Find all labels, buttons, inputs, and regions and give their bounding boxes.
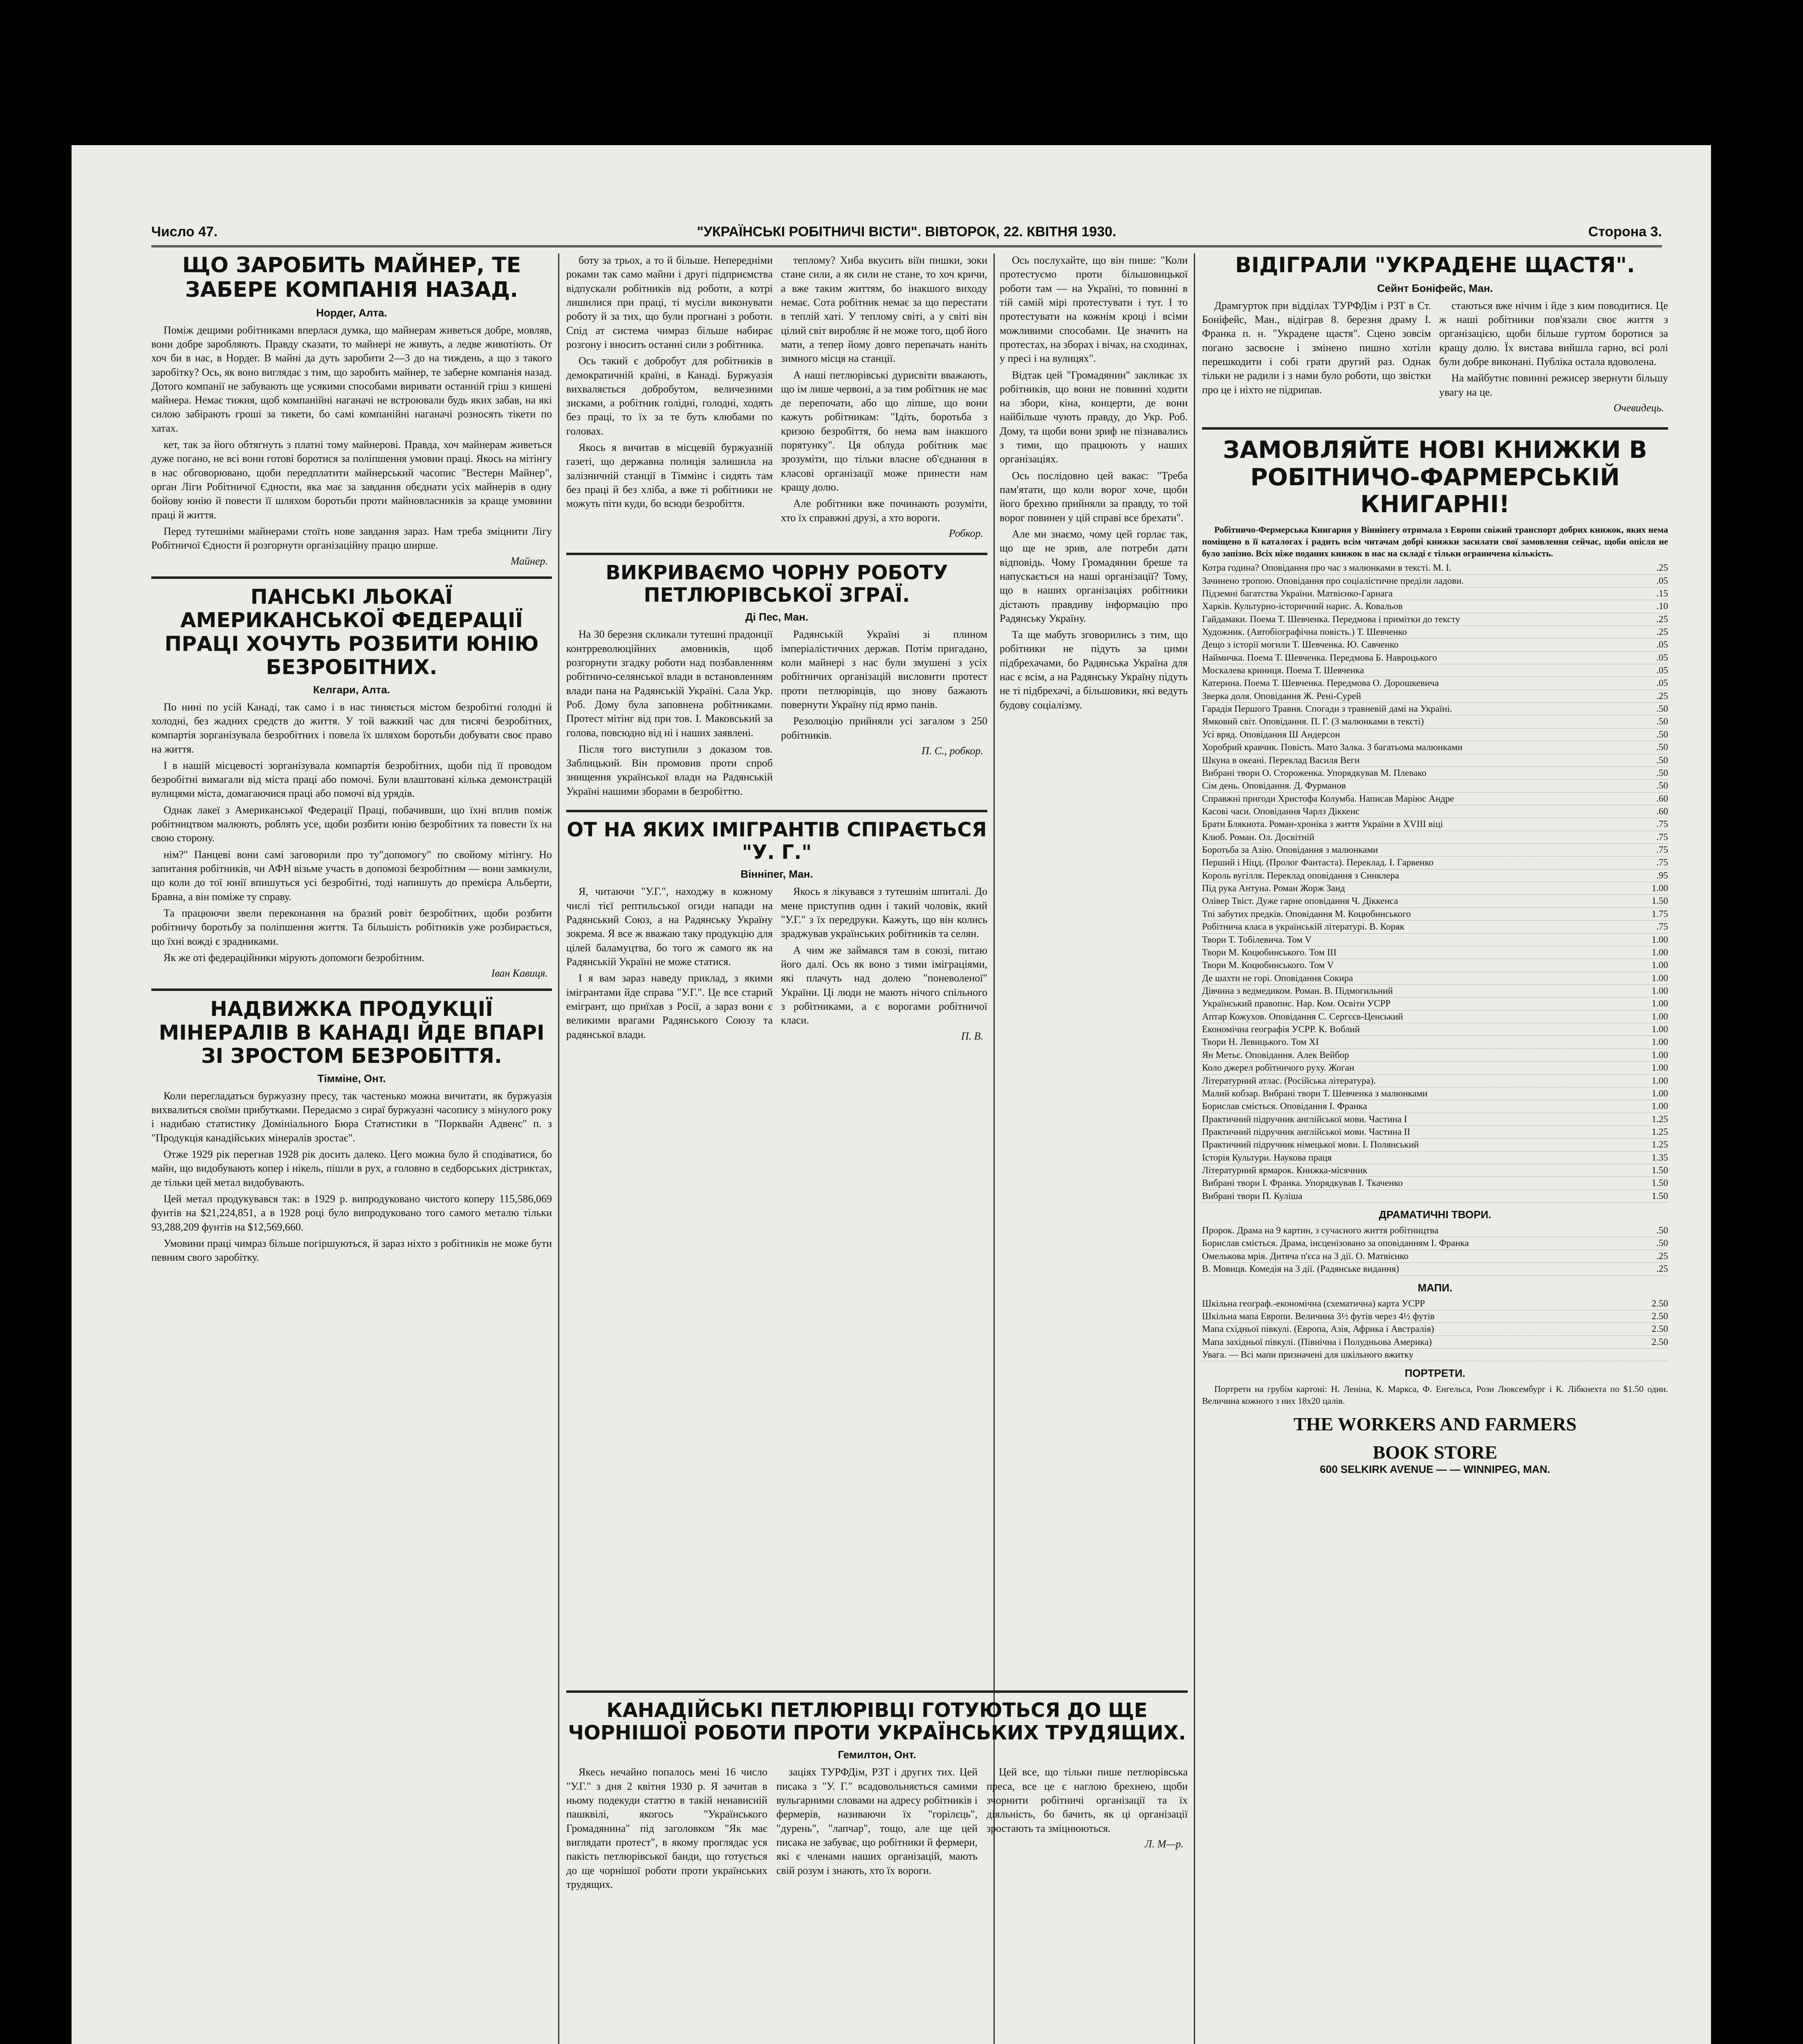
book-price: 1.00 bbox=[1651, 934, 1668, 945]
column-4 bbox=[1202, 253, 1668, 1476]
article-paragraph: Радянській Україні зі плином імперіалістичних держав. Потім пригадано, коли майнері з нас були змушені з усіх робітничих організацій висловити протест проти петлюрівців, що знову бажають повернути Україну під ярмо панів. bbox=[781, 628, 987, 710]
book-title: Твори М. Коцюбинського. Том III bbox=[1202, 947, 1337, 957]
book-price: .75 bbox=[1656, 831, 1668, 842]
divider bbox=[566, 1690, 1188, 1693]
issue-number: Число 47. bbox=[151, 224, 218, 240]
book-price: .05 bbox=[1656, 678, 1668, 688]
article-paragraph: І в нашій місцевості зорганізувала компартія безробітних, щоби під її проводом безробітні вимагали від міста праці або помочі. Були влаштовані кілька демонстрацій вулицями міста, домагаючися праці або помочі від урядів. bbox=[151, 759, 552, 800]
book-item bbox=[1202, 1100, 1668, 1113]
page-number: Сторона 3. bbox=[1588, 224, 1662, 240]
store-name-2: BOOK STORE bbox=[1372, 1442, 1498, 1463]
divider bbox=[566, 553, 987, 555]
book-price: .50 bbox=[1656, 1225, 1668, 1236]
book-item bbox=[1202, 639, 1668, 651]
article-immigrants bbox=[566, 819, 987, 1047]
book-item bbox=[1202, 626, 1668, 639]
book-item bbox=[1202, 921, 1668, 933]
book-item bbox=[1202, 934, 1668, 946]
book-item bbox=[1202, 818, 1668, 831]
book-item bbox=[1202, 997, 1668, 1010]
book-price: .60 bbox=[1656, 793, 1668, 804]
divider bbox=[151, 988, 552, 991]
book-price: 1.00 bbox=[1651, 1088, 1668, 1098]
book-title: Борислав сміється. Драма, інсценізовано за оповіданням І. Франка bbox=[1202, 1238, 1469, 1248]
book-price: .75 bbox=[1656, 819, 1668, 829]
article-byline: Вінніпег, Ман. bbox=[740, 868, 813, 881]
book-title: Дівчина з ведмедиком. Роман. В. Підмогильний bbox=[1202, 986, 1393, 996]
article-paragraph: Отже 1929 рік перегнав 1928 рік досить далеко. Цего можна було й сподіватися, бо майн, що видобувають копер і нікель, пішли в рух, а головно в седборських дістриктах, де тільки цей метал видобувають. bbox=[151, 1148, 552, 1188]
ad-intro: Робітничо-Фермерська Книгарня у Вінніпегу отримала з Европи свіжий транспорт добрих книжок, яких нема поміщено в її каталогах і радить всім читачам добрі книжки засилати свої замовлення сейчас, щоби опісля не було запізно. Всіх ніже поданих книжок в нас на складі є тільки ограничена кількість. bbox=[1202, 524, 1668, 559]
book-title: Зверка доля. Оповідання Ж. Рені-Сурей bbox=[1202, 690, 1361, 701]
article-byline: Нордег, Алта. bbox=[316, 306, 387, 319]
book-price: 1.25 bbox=[1651, 1126, 1668, 1137]
article-paragraph: Як же оті федераційники мірують допомоги безробітним. bbox=[164, 951, 425, 964]
book-item bbox=[1202, 1139, 1668, 1151]
book-item bbox=[1202, 959, 1668, 972]
book-title: Справжні пригоди Христофа Колумба. Написав Маріюс Андре bbox=[1202, 793, 1454, 804]
book-price: 1.00 bbox=[1651, 883, 1668, 894]
book-item bbox=[1202, 882, 1668, 895]
book-item bbox=[1202, 985, 1668, 997]
article-paragraph: нім?" Панцеві вони самі заговорили про ту"допомогу" по свойому мітінгу. Но запитання робітників, чи АФН візьме участь в допомозі безробітним — вони замкнули, що коли до тої юнії впишуться усі безробітні, тоді напишуть до премієра Альберти, Бравна, а він поміже ту справу. bbox=[151, 848, 552, 903]
book-item bbox=[1202, 562, 1668, 574]
ad-title: ЗАМОВЛЯЙТЕ НОВІ КНИЖКИ В РОБІТНИЧО-ФАРМЕРСЬКІЙ КНИГАРНІ! bbox=[1223, 435, 1647, 518]
book-title: Малий кобзар. Вибрані твори Т. Шевченка з малюнками bbox=[1202, 1088, 1428, 1098]
article-paragraph: кет, так за його обтягнуть з платні тому майнерові. Правда, хоч майнерам живеться дуже погано, не всі вони готові боротися за поліпшення умовин праці. Якось на мітінгу в нас обговорювано, щоби передплатити майнерський часопис "Вестерн Майнер", орган Ліги Робітничої Єдности, яка має за завдання обєднати усіх майнерів в одну бойову юнію й повести її шляхом боротьби проти майновласників за краще умовини праці й життя. bbox=[151, 439, 552, 521]
book-title: Гайдамаки. Поема Т. Шевченка. Передмова і примітки до тексту bbox=[1202, 614, 1460, 624]
book-item bbox=[1202, 600, 1668, 613]
book-item bbox=[1202, 1087, 1668, 1100]
book-price: 1.75 bbox=[1651, 908, 1668, 919]
book-title: Вибрані твори І. Франка. Упорядкував І. Ткаченко bbox=[1202, 1178, 1403, 1188]
article-paragraph: А чим же займався там в союзі, питаю його далі. Ось як воно з тими іміграціями, які плачуть над долею "поневоленої" України. Ці люди не мають нічого спільного з робітниками, а є ворогами робітничої класи. bbox=[781, 944, 987, 1026]
book-price: 1.25 bbox=[1651, 1114, 1668, 1124]
book-price: 1.00 bbox=[1651, 998, 1668, 1009]
book-price: .25 bbox=[1656, 614, 1668, 624]
book-title: Під рука Антуна. Роман Жорж Занд bbox=[1202, 883, 1345, 894]
article-byline: Сейнт Боніфейс, Ман. bbox=[1377, 282, 1493, 294]
article-signature: Робкор. bbox=[949, 527, 983, 539]
book-price: .50 bbox=[1656, 767, 1668, 778]
book-title: Дещо з історії могили Т. Шевченка. Ю. Савченко bbox=[1202, 639, 1399, 650]
book-item bbox=[1202, 1250, 1668, 1263]
book-title: Твори Н. Левицького. Том XI bbox=[1202, 1037, 1319, 1047]
article-paragraph: боту за трьох, а то й більше. Непередніми роками так само майни і другі підприємства відпускали робітників від роботи, а котрі лишилися при праці, ті мусіли виконувати роботу й за тих, що були прогнані з роботи. Спід ат система чимраз більше набирає розгону і вносить останні сили з робітника. bbox=[566, 254, 773, 350]
article-signature: П. С., робкор. bbox=[921, 744, 983, 757]
book-title: Український правопис. Нар. Ком. Освіти УСРР bbox=[1202, 998, 1391, 1009]
book-price: .05 bbox=[1656, 665, 1668, 676]
article-title: ОТ НА ЯКИХ ІМІГРАНТІВ СПІРАЄТЬСЯ "У. Г." bbox=[567, 818, 987, 864]
book-title: Ямковий світ. Оповідання. П. Г. (3 малюнками в тексті) bbox=[1202, 716, 1424, 727]
book-item bbox=[1202, 1164, 1668, 1177]
article-paragraph: По нині по усій Канаді, так само і в нас тиняється містом безробітні голодні й холодні, без жадних средств до життя. У той важкий час для тисячі безробітних, компартія зорганізувала безробітних і повела їх шляхом боротьби добувати своє право на життя. bbox=[151, 701, 552, 755]
book-price: .75 bbox=[1656, 845, 1668, 855]
book-item bbox=[1202, 1036, 1668, 1049]
article-paragraph: стаються вже нічим і йде з ким поводитися. Це ж наші робітники пов'язали своє життя з організацією, щоби більше гуртом боротися за кращу долю. Їх вистава вийшла гарно, всі ролі були добре виконані. Публіка остала вдоволена. bbox=[1439, 299, 1668, 368]
article-title: ВІДІГРАЛИ "УКРАДЕНЕ ЩАСТЯ". bbox=[1235, 253, 1635, 278]
article-hamilton bbox=[566, 1690, 1188, 1894]
book-price: .10 bbox=[1656, 601, 1668, 612]
article-miner bbox=[151, 253, 552, 567]
book-item bbox=[1202, 831, 1668, 844]
book-title: Коло джерел робітничого руху. Жоган bbox=[1202, 1062, 1354, 1073]
article-paragraph: Резолюцію прийняли усі загалом з 250 робітників. bbox=[781, 715, 987, 741]
book-item bbox=[1202, 972, 1668, 985]
book-price: 1.00 bbox=[1651, 1101, 1668, 1112]
book-price: 1.00 bbox=[1651, 986, 1668, 996]
book-item bbox=[1202, 1323, 1668, 1336]
book-item bbox=[1202, 1310, 1668, 1323]
book-price: 1.00 bbox=[1651, 1075, 1668, 1086]
book-item bbox=[1202, 664, 1668, 677]
article-signature: Очевидець. bbox=[1613, 401, 1664, 414]
book-title: Художник. (Автобіографічна повість.) Т. Шевченко bbox=[1202, 626, 1407, 637]
book-title: Тпі забутих предків. Оповідання М. Коцюбинського bbox=[1202, 908, 1411, 919]
book-title: Мапа західньої півкулі. (Північна і Полудньова Америка) bbox=[1202, 1336, 1432, 1347]
maps-list bbox=[1202, 1298, 1668, 1362]
article-signature: П. В. bbox=[961, 1030, 983, 1042]
book-title: Шкільна мапа Европи. Величина 3½ футів через 4½ футів bbox=[1202, 1311, 1435, 1321]
book-price: .25 bbox=[1656, 1264, 1668, 1274]
book-price: .15 bbox=[1656, 588, 1668, 598]
book-item bbox=[1202, 1011, 1668, 1023]
book-price: 2.50 bbox=[1651, 1311, 1668, 1321]
book-item bbox=[1202, 844, 1668, 856]
book-price: .50 bbox=[1656, 780, 1668, 791]
book-item bbox=[1202, 652, 1668, 664]
book-item bbox=[1202, 1177, 1668, 1190]
article-byline: Тімміне, Онт. bbox=[317, 1072, 386, 1085]
book-item bbox=[1202, 856, 1668, 869]
book-title: Король вугілля. Переклад оповідання з Синклера bbox=[1202, 870, 1399, 881]
book-price: .50 bbox=[1656, 729, 1668, 740]
book-title: Літературний ярмарок. Книжка-місячник bbox=[1202, 1165, 1368, 1176]
book-title: Борислав сміється. Оповідання І. Франка bbox=[1202, 1101, 1367, 1112]
book-item bbox=[1202, 908, 1668, 921]
book-item bbox=[1202, 1049, 1668, 1062]
article-byline: Келгари, Алта. bbox=[313, 683, 390, 696]
divider bbox=[1202, 427, 1668, 430]
book-title: Практичний підручник англійської мови. Частина II bbox=[1202, 1126, 1411, 1137]
book-item bbox=[1202, 1023, 1668, 1036]
book-item bbox=[1202, 1224, 1668, 1237]
book-price: 1.50 bbox=[1651, 1190, 1668, 1201]
book-title: Боротьба за Азію. Оповідання з малюнками bbox=[1202, 845, 1378, 855]
book-item bbox=[1202, 793, 1668, 805]
article-byline: Ді Пес, Ман. bbox=[745, 611, 809, 623]
book-item bbox=[1202, 1126, 1668, 1139]
book-price: .75 bbox=[1656, 857, 1668, 868]
book-price: 1.00 bbox=[1651, 973, 1668, 983]
book-title: Котра година? Оповідання про час з малюнками в тексті. М. І. bbox=[1202, 563, 1451, 573]
article-paragraph: Та ще мабуть зговорились з тим, що робітники не підуть за цими підбрехачами, бо Радянська Україна для нас є всім, а на Радянську Україну підуть не ті підбрехачі, а більшовики, які ведуть будову соціалізму. bbox=[1000, 629, 1188, 711]
article-paragraph: Коли перегладаться буржуазну пресу, так частенько можна вичитати, як буржуазія вихвалиться своїми прибутками. Передаємо з сираї буржуазні часопису з мінулого року і надибаю статистику Домініального Бюра Статистики в "Порквайн Адвенс" п. з "Продукція канадійських мінералів зростає". bbox=[151, 1089, 552, 1144]
book-title: Літературний атлас. (Російська література). bbox=[1202, 1075, 1376, 1086]
article-signature: Л. М—р. bbox=[1145, 1838, 1184, 1850]
book-price: .95 bbox=[1656, 870, 1668, 881]
book-title: Аптар Кожухов. Оповідання С. Сергєєв-Ценський bbox=[1202, 1011, 1403, 1022]
book-item bbox=[1202, 870, 1668, 882]
book-price: .05 bbox=[1656, 652, 1668, 663]
masthead-line: "УКРАЇНСЬКІ РОБІТНИЧІ ВІСТИ". ВІВТОРОК, 22. КВІТНЯ 1930. bbox=[697, 224, 1117, 240]
book-title: Економічна географія УСРР. К. Воблий bbox=[1202, 1024, 1360, 1035]
book-title: Де шахти не горі. Оповідання Сокира bbox=[1202, 973, 1353, 983]
book-title: Зачинено тропою. Оповідання про соціалістичне преділи ладови. bbox=[1202, 575, 1464, 586]
article-byline: Гемилтон, Онт. bbox=[838, 1748, 916, 1761]
book-item bbox=[1202, 1336, 1668, 1349]
article-title: НАДВИЖКА ПРОДУКЦІЇ МІНЕРАЛІВ В КАНАДІ ЙДЕ ВПАРІ ЗІ ЗРОСТОМ БЕЗРОБІТТЯ. bbox=[159, 997, 545, 1068]
book-price: .50 bbox=[1656, 1238, 1668, 1248]
article-paragraph: Ось послухайте, що він пише: "Коли протестуємо проти більшовицької роботи там — на Україні, то повинні в тій самій мірі протестувати і тут. І то протестувати на кожнім кроці і всіми можливими способами. Це значить на протестах, на зборах і вічах, на сходинах, у пресі і на вулицях". bbox=[1000, 254, 1188, 365]
article-paragraph: Після того виступили з доказом тов. Заблицький. Він промовив проти спроб знищення української влади на Радянській Україні нашими зборами в безробіттю. bbox=[566, 743, 773, 797]
book-item bbox=[1202, 946, 1668, 959]
column-rule bbox=[558, 253, 559, 2044]
book-title: Вибрані твори О. Стороженка. Упорядкував М. Плевако bbox=[1202, 767, 1426, 778]
book-title: Шкільна географ.-економічна (схематична) карта УСРР bbox=[1202, 1298, 1425, 1309]
book-title: Хоробрий кравчик. Повість. Мато Залка. З багатьома малюнками bbox=[1202, 742, 1463, 753]
book-item bbox=[1202, 1190, 1668, 1203]
book-item bbox=[1202, 677, 1668, 690]
book-title: Москалева криниця. Поема Т. Шевченка bbox=[1202, 665, 1364, 676]
book-item bbox=[1202, 1062, 1668, 1074]
article-title: ПАНСЬКІ ЛЬОКАЇ АМЕРИКАНСЬКОЇ ФЕДЕРАЦІЇ ПРАЦІ ХОЧУТЬ РОЗБИТИ ЮНІЮ БЕЗРОБІТНИХ. bbox=[164, 585, 539, 679]
article-paragraph: На 30 березня скликали тутешні прадонції контрреволюційних амовників, щоб розгорнути згадку роботи над позбавленням робітничо-селянської влади в встановленням влади пана на Радянській Україні. Сала Укр. Роб. Дому була заповнена робітниками. Протест мітінг від при тов. І. Маковський за голова, повсюдно від ні і наших заявлені. bbox=[566, 628, 773, 739]
book-title: Олівер Твіст. Дуже гарне оповідання Ч. Діккенса bbox=[1202, 896, 1398, 906]
book-price: .25 bbox=[1656, 690, 1668, 701]
book-price: 1.00 bbox=[1651, 960, 1668, 970]
book-price: 2.50 bbox=[1651, 1324, 1668, 1334]
book-price: .05 bbox=[1656, 575, 1668, 586]
book-price: 1.35 bbox=[1651, 1152, 1668, 1163]
book-price: 1.00 bbox=[1651, 1011, 1668, 1022]
book-item bbox=[1202, 1237, 1668, 1250]
article-paragraph: Поміж дещими робітниками вперлася думка, що майнерам живеться добре, мовляв, вони добре заробляють. Правду сказати, то майнері не живуть, а ледве животіють. От хоч би в нас, в Нордег. В майні да дуть заробити 2—3 до на тиждень, а що з такого заробітку? Ось, як воно виглядає з тим, що заробить майнер, те заберне компанія назад. Дотого компанії не забувають ще усякими способами виривати останній гріш з кишені майнера. Немає тижня, щоб компанійні наганачі не встроювали будь яких забав, на які силою забірають гроші за тикети, бо самі компанійні наганачі розносять тікети по хатах. bbox=[151, 324, 552, 434]
book-title: Твори М. Коцюбинського. Том V bbox=[1202, 960, 1334, 970]
book-price: 1.50 bbox=[1651, 1178, 1668, 1188]
article-paragraph: Ось такий є добробут для робітників в демократичній країні, в Канаді. Буржуазія вихваляється добробутом, величезними зисками, а робітник голідні, голодні, ходять без праці, то їх за те буть клюбами по головах. bbox=[566, 355, 773, 437]
drama-list bbox=[1202, 1224, 1668, 1275]
book-item bbox=[1202, 728, 1668, 741]
book-title: Вибрані твори П. Куліша bbox=[1202, 1190, 1303, 1201]
section-heading: МАПИ. bbox=[1417, 1281, 1453, 1294]
article-paragraph: Перед тутешніми майнерами стоїть нове завдання зараз. Нам треба зміцнити Лігу Робітничої Єдности й розгорнути організаційну працю ширше. bbox=[151, 525, 552, 551]
book-title: Усі вряд. Оповідання Ш Андерсон bbox=[1202, 729, 1340, 740]
article-title: ВИКРИВАЄМО ЧОРНУ РОБОТУ ПЕТЛЮРІВСЬКОЇ ЗГРАЇ. bbox=[605, 561, 948, 607]
article-paragraph: Відтак цей "Громадянин" закликає зх робітників, що вони не повинні ходити на збори, кіна, концерти, де вони найбільше чують правду, до Укр. Роб. Дому, та щоби вони зриф не пізнавались з тими, що працюють у наших організаціях. bbox=[1000, 369, 1188, 465]
column-1 bbox=[151, 253, 552, 1267]
book-price: 1.50 bbox=[1651, 896, 1668, 906]
book-title: Брати Блякиота. Роман-хроніка з життя України в XVIII віці bbox=[1202, 819, 1443, 829]
book-item bbox=[1202, 1298, 1668, 1310]
book-title: Омелькова мрія. Дитяча п'єса на 3 дії. О. Матвієнко bbox=[1202, 1251, 1409, 1261]
book-price: .50 bbox=[1656, 704, 1668, 714]
book-title: Практичний підручник англійської мови. Частина I bbox=[1202, 1114, 1407, 1124]
article-title: ЩО ЗАРОБИТЬ МАЙНЕР, ТЕ ЗАБЕРЕ КОМПАНІЯ НАЗАД. bbox=[182, 253, 521, 302]
book-price: .25 bbox=[1656, 1251, 1668, 1261]
book-title: Сім день. Оповідання. Д. Фурманов bbox=[1202, 780, 1346, 791]
column-rule bbox=[1194, 253, 1195, 2044]
article-paragraph: Якесь нечайно попалось мені 16 число "У.Г." з дня 2 квітня 1930 р. Я зачитав в ньому подекуди статтю в такій ненависній пашквілі, якогось "Українського Громадянина" під заголовком "Як має виглядати протест", в якому проглядає уся пакість петлюрівської банди, що готується до ще чорнішої роботи проти українських трудящих. bbox=[566, 1766, 767, 1890]
book-title: Харків. Культурно-історичний нарис. А. Ковальов bbox=[1202, 601, 1403, 612]
book-item bbox=[1202, 715, 1668, 728]
page-header bbox=[151, 221, 1662, 247]
divider bbox=[151, 576, 552, 579]
book-item bbox=[1202, 780, 1668, 792]
article-signature: Іван Кавиця. bbox=[491, 967, 548, 979]
book-price: 2.50 bbox=[1651, 1336, 1668, 1347]
book-price: 1.50 bbox=[1651, 1165, 1668, 1176]
article-paragraph: Але ми знаємо, чому цей горлає так, що ще не зрив, але потреби дати відповідь. Чому Громадянин бреше та напускається на наші організації? Тому, що в наших організаціях робітники дістають правдиву інформацію про Радянську Україну. bbox=[1000, 528, 1188, 624]
article-title: КАНАДІЙСЬКІ ПЕТЛЮРІВЦІ ГОТУЮТЬСЯ ДО ЩЕ ЧОРНІШОЇ РОБОТИ ПРОТИ УКРАЇНСЬКИХ ТРУДЯЩИХ. bbox=[568, 1699, 1186, 1745]
book-item bbox=[1202, 895, 1668, 908]
book-title: Катерина. Поема Т. Шевченка. Передмова О. Дорошкевича bbox=[1202, 678, 1439, 688]
book-price: .25 bbox=[1656, 626, 1668, 637]
book-item bbox=[1202, 805, 1668, 818]
book-price: .25 bbox=[1656, 563, 1668, 573]
book-title: Перший і Ніцд. (Пролог Фантаста). Переклад. І. Гарвенко bbox=[1202, 857, 1434, 868]
article-paragraph: Цей все, що тільки пише петлюрівська преса, все це є наглою брехнею, щоби зчорнити робітничі організації та їх діяльність, бо бачить, як ці організації зростають та зміцнюються. bbox=[987, 1766, 1188, 1834]
book-item bbox=[1202, 1152, 1668, 1164]
book-item bbox=[1202, 1075, 1668, 1087]
book-price: 1.00 bbox=[1651, 1062, 1668, 1073]
book-item bbox=[1202, 613, 1668, 626]
article-paragraph: Драмгурток при відділах ТУРФДім і РЗТ в Ст. Боніфейс, Ман., відіграв 8. березня драму І. Франка п. н. "Украдене щастя". Сцено зовсім погано засвоєне і змінено пишно хотіли перешкодити і собі грати другий раз. Однак тільки не радили і з нами було роботи, що звістки про це і ніхто не підрипав. bbox=[1202, 299, 1431, 396]
article-paragraph: теплому? Хиба вкусить віїн пишки, зоки стане сили, а як сили не стане, то хоч кричи, а вже таким життям, бо інакшого виходу немає. Сота робітник немає за що перестати в теплій хаті. У теплому світі, а у світі він цілий світ виробляє й не може того, щоб його мати, а тепер йому довго перепачать наніть зимного місця на станції. bbox=[781, 254, 987, 365]
article-signature: Майнер. bbox=[510, 555, 548, 567]
book-title: Клюб. Роман. Ол. Досвітній bbox=[1202, 831, 1314, 842]
store-address: 600 SELKIRK AVENUE — — WINNIPEG, MAN. bbox=[1320, 1463, 1550, 1475]
book-price: .50 bbox=[1656, 755, 1668, 765]
book-title: Пророк. Драма на 9 картин, з сучасного життя робітництва bbox=[1202, 1225, 1439, 1236]
book-title: Касові часи. Оповідання Чарлз Діккенс bbox=[1202, 806, 1360, 816]
article-paragraph: Умовини праці чимраз більше погіршуються, й зараз ніхто з робітників не може бути певним свого заробітку. bbox=[151, 1237, 552, 1264]
book-item bbox=[1202, 1263, 1668, 1275]
book-price: 1.00 bbox=[1651, 947, 1668, 957]
book-price: .50 bbox=[1656, 742, 1668, 753]
book-price: .60 bbox=[1656, 806, 1668, 816]
book-price: 1.00 bbox=[1651, 1037, 1668, 1047]
book-price: 1.00 bbox=[1651, 1049, 1668, 1060]
book-title: Практичний підручник німецької мови. І. Полянський bbox=[1202, 1139, 1419, 1150]
section-heading: ПОРТРЕТИ. bbox=[1404, 1367, 1466, 1380]
article-continued-heat bbox=[781, 253, 987, 544]
article-paragraph: І я вам зараз наведу приклад, з якими імігрантами йде справа "У.Г.". Це все старий емігрант, що приїхав з Росії, а зараз вони є великими врагами Радянського Союзу та радянської влади. bbox=[566, 972, 773, 1040]
book-title: Гарадія Першого Травня. Спогади з травневій дамі на Україні. bbox=[1202, 704, 1452, 714]
book-item bbox=[1202, 575, 1668, 587]
article-paragraph: Цей метал продукувався так: в 1929 р. випродуковано чистого коперу 115,586,069 фунтів на $21,224,851, а в 1928 році було випродуковано того самого металю тільки 93,288,209 фунтів на $12,569,660. bbox=[151, 1192, 552, 1233]
article-paragraph: Та працюючи звели переконання на бразий ровіт безробітних, щоби розбити робітничу боротьбу за поліпшення життя. Та більшість робітників уже розбирається, що їхні вожді є зрадниками. bbox=[151, 907, 552, 947]
book-item bbox=[1202, 1349, 1668, 1361]
article-paragraph: Якось я вичитав в місцевій буржуазній газеті, що державна полиція залишила на залізничній станції в Тіммінс і сидять там без праці й без хліба, а вже ті робітники не можуть піти куди, бо всюди безробіття. bbox=[566, 442, 773, 510]
book-title: Шкуна в океані. Переклад Василя Веги bbox=[1202, 755, 1360, 765]
book-price: 1.00 bbox=[1651, 1024, 1668, 1035]
book-title: Наймичка. Поема Т. Шевченка. Передмова Б. Навроцького bbox=[1202, 652, 1437, 663]
article-paragraph: заціях ТУРФДім, РЗТ і других тих. Цей писака з "У. Г." всадовольняється самими вульгарними словами на адресу робітників і фермерів, називаючи їх "горілєць", "дурень", "лапчар", тощо, але ще цей писака не забуває, що робітники й фермери, які є членами наших організацій, мають свій розум і знають, хто їх вороги. bbox=[776, 1766, 978, 1876]
article-paragraph: А наші петлюрівські дурисвіти вважають, що ім лише червоні, а за тим робітник не має де перепочати, або що ліпше, що вони кажуть робітникам: "Ідіть, боротьба з кризою безробіття, бо нема вам інакшого порятунку". Ця облуда робітник має зрозуміти, що тільки власне об'єднання в класові організації може принести нам кращу долю. bbox=[781, 369, 987, 493]
book-title: Мапа східньої півкулі. (Европа, Азія, Африка і Австралія) bbox=[1202, 1324, 1434, 1334]
article-theater bbox=[1202, 253, 1668, 418]
book-price: .05 bbox=[1656, 639, 1668, 650]
column-3 bbox=[1000, 253, 1188, 715]
article-paragraph: На майбутнє повинні режисер звернути більшу увагу на це. bbox=[1439, 372, 1668, 398]
book-price: 2.50 bbox=[1651, 1298, 1668, 1309]
book-price: .75 bbox=[1656, 921, 1668, 932]
portraits-text: Портрети на грубім картоні: Н. Леніна, К. Маркса, Ф. Енгельса, Рози Люксембург і К. Лібкнехта по $1.50 один. Величина кожного з них 18х20 цалів. bbox=[1202, 1384, 1668, 1406]
book-title: Твори Т. Тобілевича. Том V bbox=[1202, 934, 1312, 945]
book-item bbox=[1202, 767, 1668, 780]
book-item bbox=[1202, 741, 1668, 754]
continued-articles bbox=[566, 253, 987, 544]
book-price: 1.25 bbox=[1651, 1139, 1668, 1150]
newspaper-page bbox=[72, 145, 1711, 2044]
book-title: Увага. — Всі мапи призначені для шкільного вжитку bbox=[1202, 1349, 1414, 1360]
article-minerals bbox=[151, 997, 552, 1264]
book-item bbox=[1202, 703, 1668, 715]
store-name: THE WORKERS AND FARMERS bbox=[1293, 1414, 1577, 1435]
article-paragraph: Ось послідовно цей вакає: "Треба пам'ятати, що коли ворог хоче, щоби його брехню прийняли за правду, то той ворог повинен у цій справі все брехати". bbox=[1000, 469, 1188, 524]
book-list bbox=[1202, 562, 1668, 1203]
book-title: Ян Метьє. Оповідання. Алек Вейбор bbox=[1202, 1049, 1349, 1060]
article-paragraph: Якось я лікувався з тутешнім шпиталі. До мене приступив один і такий чоловік, який "У.Г." з їх передруки. Кажуть, що він колись зраджував українських робітників та селян. bbox=[781, 885, 987, 940]
book-title: В. Мовиця. Комедія на 3 дії. (Радянське видання) bbox=[1202, 1264, 1399, 1274]
bookstore-ad bbox=[1202, 436, 1668, 1476]
book-title: Підземні багатства України. Матвієнко-Гарнага bbox=[1202, 588, 1393, 598]
article-paragraph: Але робітники вже починають розуміти, хто їх справжні друзі, а хто вороги. bbox=[781, 498, 987, 524]
article-paragraph: Я, читаючи "У.Г.", находжу в кожному числі тієї рептильської огиди напади на Радянський Союз, а на Радянську Україну зокрема. Я все ж вважаю таку продукцію для цілей баламуцтва, бо того ж самого як на Радянській Україні не може статися. bbox=[566, 885, 773, 968]
book-item bbox=[1202, 587, 1668, 600]
divider bbox=[566, 810, 987, 812]
book-price: .50 bbox=[1656, 716, 1668, 727]
book-title: Історія Культури. Наукова праця bbox=[1202, 1152, 1332, 1163]
book-title: Робітнича класа в українській літературі. В. Коряк bbox=[1202, 921, 1404, 932]
article-petliura bbox=[566, 562, 987, 801]
column-2 bbox=[566, 253, 987, 1047]
section-heading: ДРАМАТИЧНІ ТВОРИ. bbox=[1379, 1208, 1491, 1221]
article-afl bbox=[151, 585, 552, 980]
book-item bbox=[1202, 754, 1668, 767]
book-item bbox=[1202, 1113, 1668, 1126]
article-continued-timmins bbox=[566, 253, 773, 544]
article-paragraph: Однак лакеї з Американської Федерації Праці, побачивши, що їхні вплив поміж робітництвом малюють, роблять усе, щоби розбити юнію безробітних та повести їх на свою сторону. bbox=[151, 804, 552, 844]
book-item bbox=[1202, 690, 1668, 703]
